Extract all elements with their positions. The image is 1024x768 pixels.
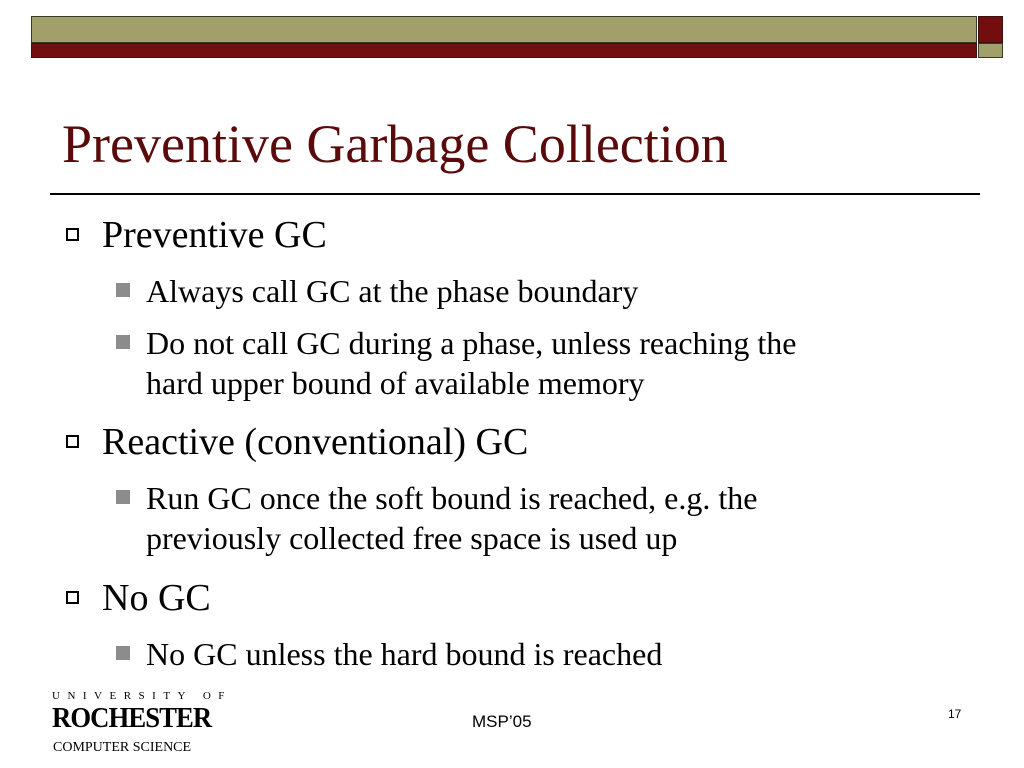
title-divider	[50, 193, 980, 195]
sub-bullet-text-continued: previously collected free space is used up	[146, 520, 678, 556]
sub-bullet-text-continued: hard upper bound of available memory	[146, 365, 645, 401]
page-number: 17	[948, 707, 962, 721]
header-bar-maroon	[31, 43, 977, 58]
slide-title: Preventive Garbage Collection	[62, 114, 728, 174]
footer-conference: MSP’05	[472, 712, 532, 731]
filled-square-bullet-icon	[116, 490, 130, 504]
filled-square-bullet-icon	[116, 646, 130, 660]
sub-bullet-text: Always call GC at the phase boundary	[146, 273, 639, 309]
hollow-square-bullet-icon	[66, 591, 79, 604]
sub-bullet-text: No GC unless the hard bound is reached	[146, 636, 663, 672]
hollow-square-bullet-icon	[66, 435, 79, 448]
logo-rochester: ROCHESTER	[52, 702, 212, 734]
logo-computer-science: COMPUTER SCIENCE	[53, 740, 192, 755]
sub-bullet-text: Do not call GC during a phase, unless reaching the	[146, 325, 797, 361]
sub-bullet-text: Run GC once the soft bound is reached, e.g. the	[146, 480, 758, 516]
header-square-olive	[978, 43, 1003, 58]
university-logo	[52, 690, 232, 760]
filled-square-bullet-icon	[116, 283, 130, 297]
bullet-text: Preventive GC	[102, 214, 327, 256]
bullet-text: Reactive (conventional) GC	[102, 421, 529, 463]
logo-university-of: UNIVERSITY OF	[52, 690, 232, 702]
hollow-square-bullet-icon	[66, 228, 79, 241]
header-square-maroon	[978, 16, 1003, 43]
filled-square-bullet-icon	[116, 335, 130, 349]
header-bar-olive	[31, 16, 977, 43]
bullet-text: No GC	[102, 577, 211, 619]
